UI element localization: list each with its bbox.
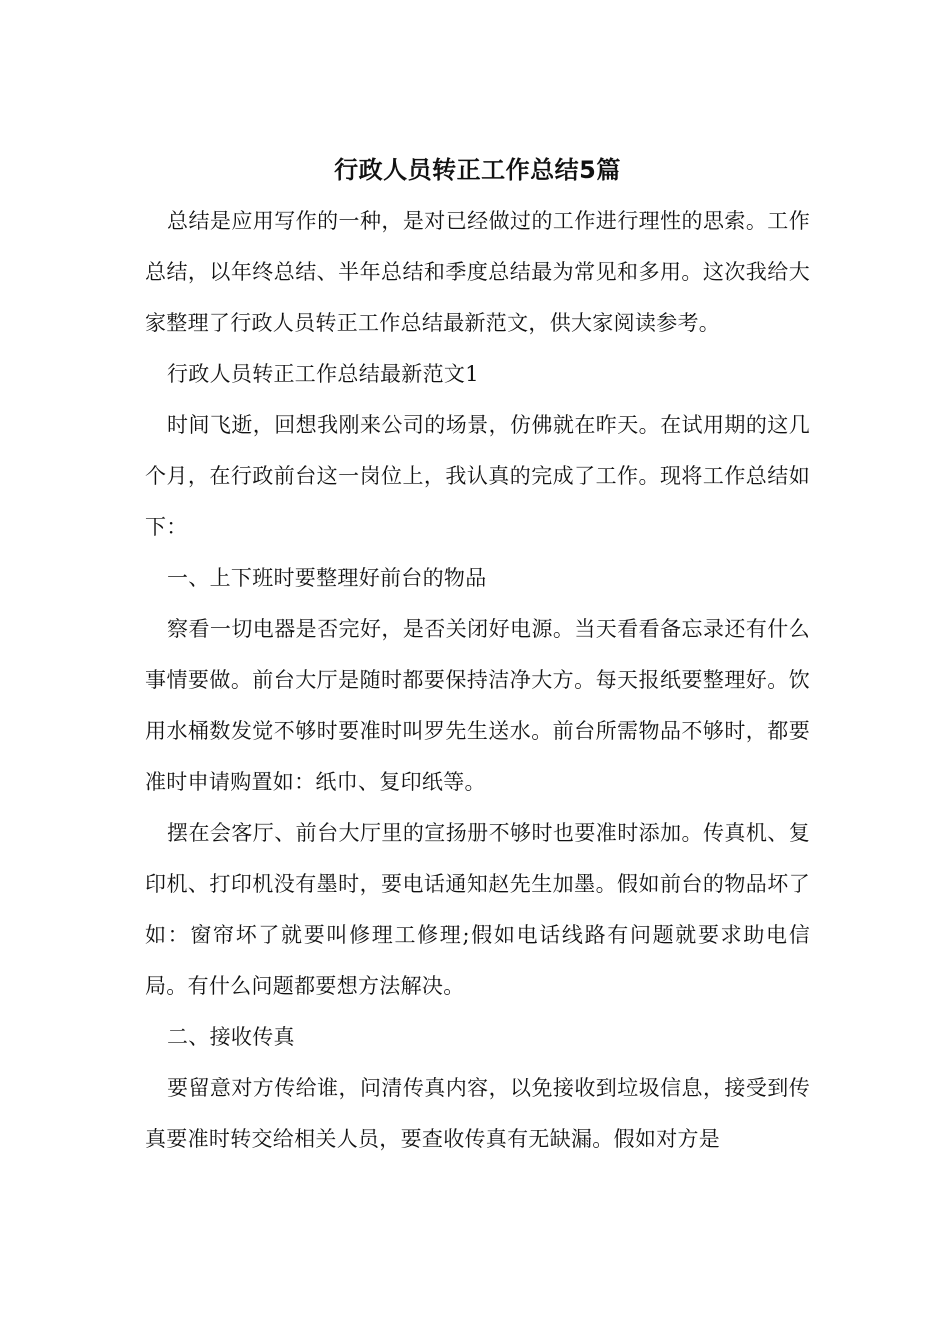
- document-body: [145, 150, 810, 1165]
- subheading-front-desk-items: 一、上下班时要整理好前台的物品: [167, 566, 487, 590]
- body-paragraph: 察看一切电器是否完好，是否关闭好电源。当天看看备忘录还有什么事情要做。前台大厅是随时都要保持洁净大方。每天报纸要整理好。饮用水桶数发觉不够时要准时叫罗先生送水。前台所需物品不够时，都要准时申请购置如：纸巾、复印纸等。: [145, 617, 810, 794]
- body-paragraph: 要留意对方传给谁，问清传真内容，以免接收到垃圾信息，接受到传真要准时转交给相关人员，要查收传真有无缺漏。假如对方是: [145, 1076, 810, 1151]
- body-paragraph: 时间飞逝，回想我刚来公司的场景，仿佛就在昨天。在试用期的这几个月，在行政前台这一岗位上，我认真的完成了工作。现将工作总结如下：: [145, 413, 810, 539]
- document-title: 行政人员转正工作总结5篇: [334, 156, 621, 184]
- intro-paragraph: 总结是应用写作的一种，是对已经做过的工作进行理性的思索。工作总结，以年终总结、半年总结和季度总结最为常见和多用。这次我给大家整理了行政人员转正工作总结最新范文，供大家阅读参考。: [145, 209, 810, 335]
- subheading-receive-fax: 二、接收传真: [167, 1025, 295, 1049]
- body-paragraph: 摆在会客厅、前台大厅里的宣扬册不够时也要准时添加。传真机、复印机、打印机没有墨时，要电话通知赵先生加墨。假如前台的物品坏了如：窗帘坏了就要叫修理工修理;假如电话线路有问题就要求助电信局。有什么问题都要想方法解决。: [145, 821, 810, 998]
- section-heading-sample-1: 行政人员转正工作总结最新范文1: [167, 362, 479, 386]
